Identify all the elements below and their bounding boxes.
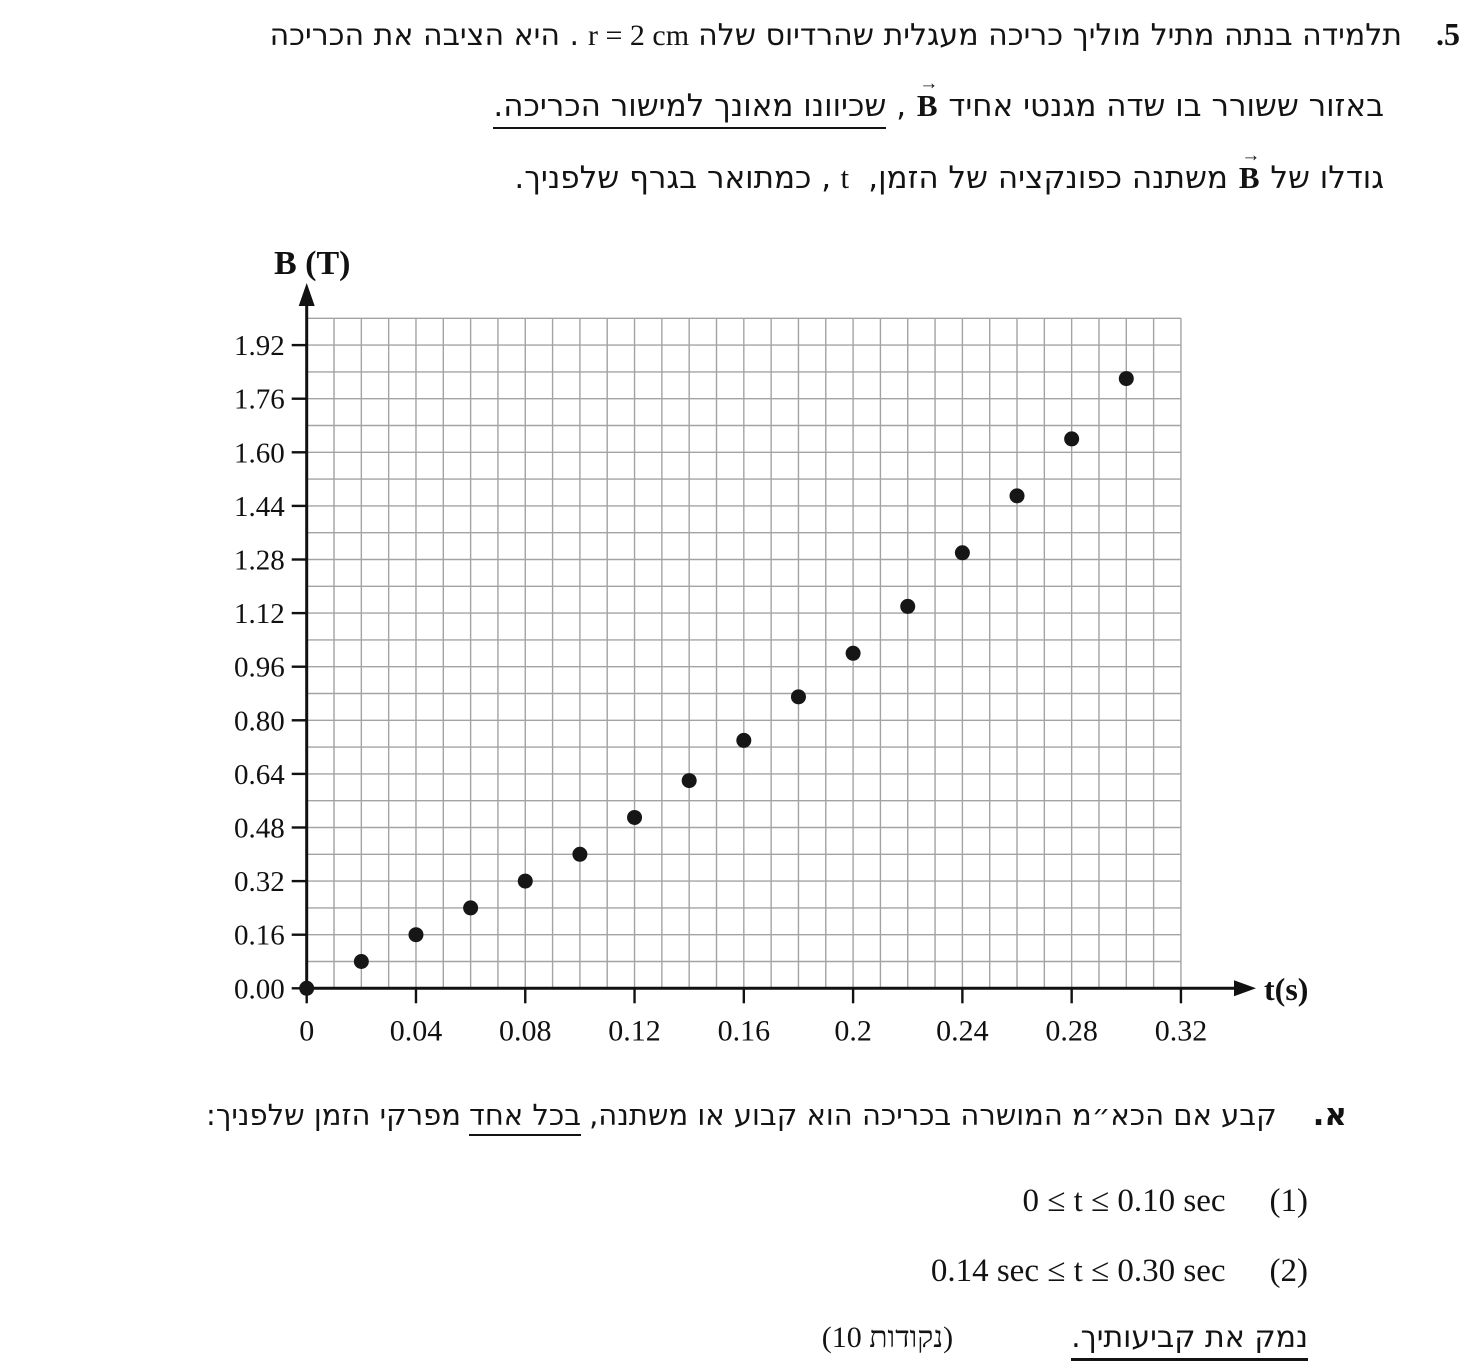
interval-item-1	[1022, 1183, 1308, 1220]
data-point	[1064, 431, 1079, 446]
item-1-label: (1)	[1269, 1183, 1308, 1219]
points-badge: (10 נקודות)	[821, 1321, 954, 1354]
svg-text:1.12: 1.12	[233, 598, 285, 631]
section-a-line	[206, 1097, 1347, 1133]
svg-text:1.92: 1.92	[233, 330, 285, 363]
section-a-text-after: מפרקי הזמן שלפניך:	[206, 1098, 461, 1132]
svg-text:0: 0	[299, 1014, 315, 1048]
line1-text-b: . היא הציבה את הכריכה	[269, 18, 580, 53]
svg-text:0.24: 0.24	[936, 1014, 989, 1048]
svg-text:1.60: 1.60	[233, 437, 285, 470]
data-point	[900, 599, 915, 614]
justify-note-line	[822, 1320, 1308, 1355]
data-point	[955, 545, 970, 560]
data-point	[682, 773, 697, 788]
svg-text:1.44: 1.44	[233, 490, 285, 523]
line3-text-b: משתנה כפונקציה של הזמן,	[868, 160, 1228, 196]
svg-text:0.12: 0.12	[608, 1014, 661, 1048]
data-point	[1010, 488, 1025, 503]
svg-text:0.32: 0.32	[1154, 1014, 1208, 1048]
svg-text:0.48: 0.48	[233, 812, 285, 845]
justify-instruction: נמק את קביעותיך.	[1071, 1320, 1308, 1361]
svg-text:0.08: 0.08	[499, 1014, 552, 1048]
item-2-formula: 0.14 sec ≤ t ≤ 0.30 sec	[930, 1253, 1226, 1289]
svg-text:0.16: 0.16	[233, 919, 285, 952]
data-point	[408, 927, 423, 942]
vector-arrow-icon: →	[1241, 145, 1261, 167]
time-symbol: t	[840, 160, 850, 195]
svg-text:0.28: 0.28	[1045, 1014, 1098, 1048]
svg-text:0.96: 0.96	[233, 651, 285, 684]
data-point	[736, 733, 751, 748]
data-point	[791, 689, 806, 704]
data-point	[518, 874, 533, 889]
interval-item-2	[931, 1253, 1308, 1290]
svg-text:0.00: 0.00	[233, 973, 285, 1006]
x-axis-title: t(s)	[1264, 971, 1309, 1007]
svg-text:0.16: 0.16	[717, 1014, 771, 1048]
vector-arrow-icon: →	[919, 73, 939, 95]
b-letter: B	[1238, 160, 1260, 195]
section-a-underlined: בכל אחד	[469, 1098, 581, 1136]
line1-text-a: תלמידה בנתה מתיל מוליך כריכה מעגלית שהרדיוס שלה	[698, 18, 1402, 53]
data-point	[846, 646, 861, 661]
data-point	[299, 981, 314, 996]
b-letter: B	[916, 88, 938, 123]
line2-comma: ,	[896, 88, 907, 124]
svg-text:0.2: 0.2	[834, 1014, 872, 1048]
data-point	[463, 900, 478, 915]
question-number: .5	[1436, 16, 1460, 52]
svg-text:0.32: 0.32	[233, 866, 285, 899]
data-point	[354, 954, 369, 969]
data-point	[627, 810, 642, 825]
data-point	[1119, 371, 1134, 386]
line3-text-a: גודלו של	[1270, 160, 1384, 196]
svg-text:1.76: 1.76	[233, 383, 285, 416]
svg-text:0.64: 0.64	[233, 758, 285, 791]
section-letter: א.	[1312, 1097, 1347, 1133]
svg-text:0.04: 0.04	[389, 1014, 443, 1048]
svg-text:1.28: 1.28	[233, 544, 285, 577]
data-point	[572, 847, 587, 862]
y-axis-title: B (T)	[274, 245, 351, 282]
item-1-formula: 0 ≤ t ≤ 0.10 sec	[1022, 1183, 1226, 1219]
item-2-label: (2)	[1269, 1253, 1308, 1289]
section-a-text-before: קבע אם הכא״מ המושרה בכריכה הוא קבוע או משתנה,	[589, 1098, 1277, 1132]
svg-text:0.80: 0.80	[233, 705, 285, 738]
radius-value: r = 2 cm	[588, 19, 690, 52]
line2-underlined: שכיוונו מאונך למישור הכריכה.	[493, 88, 886, 129]
line3-text-c: , כמתואר בגרף שלפניך.	[514, 160, 832, 196]
line2-text-a: באזור ששורר בו שדה מגנטי אחיד	[948, 88, 1384, 124]
